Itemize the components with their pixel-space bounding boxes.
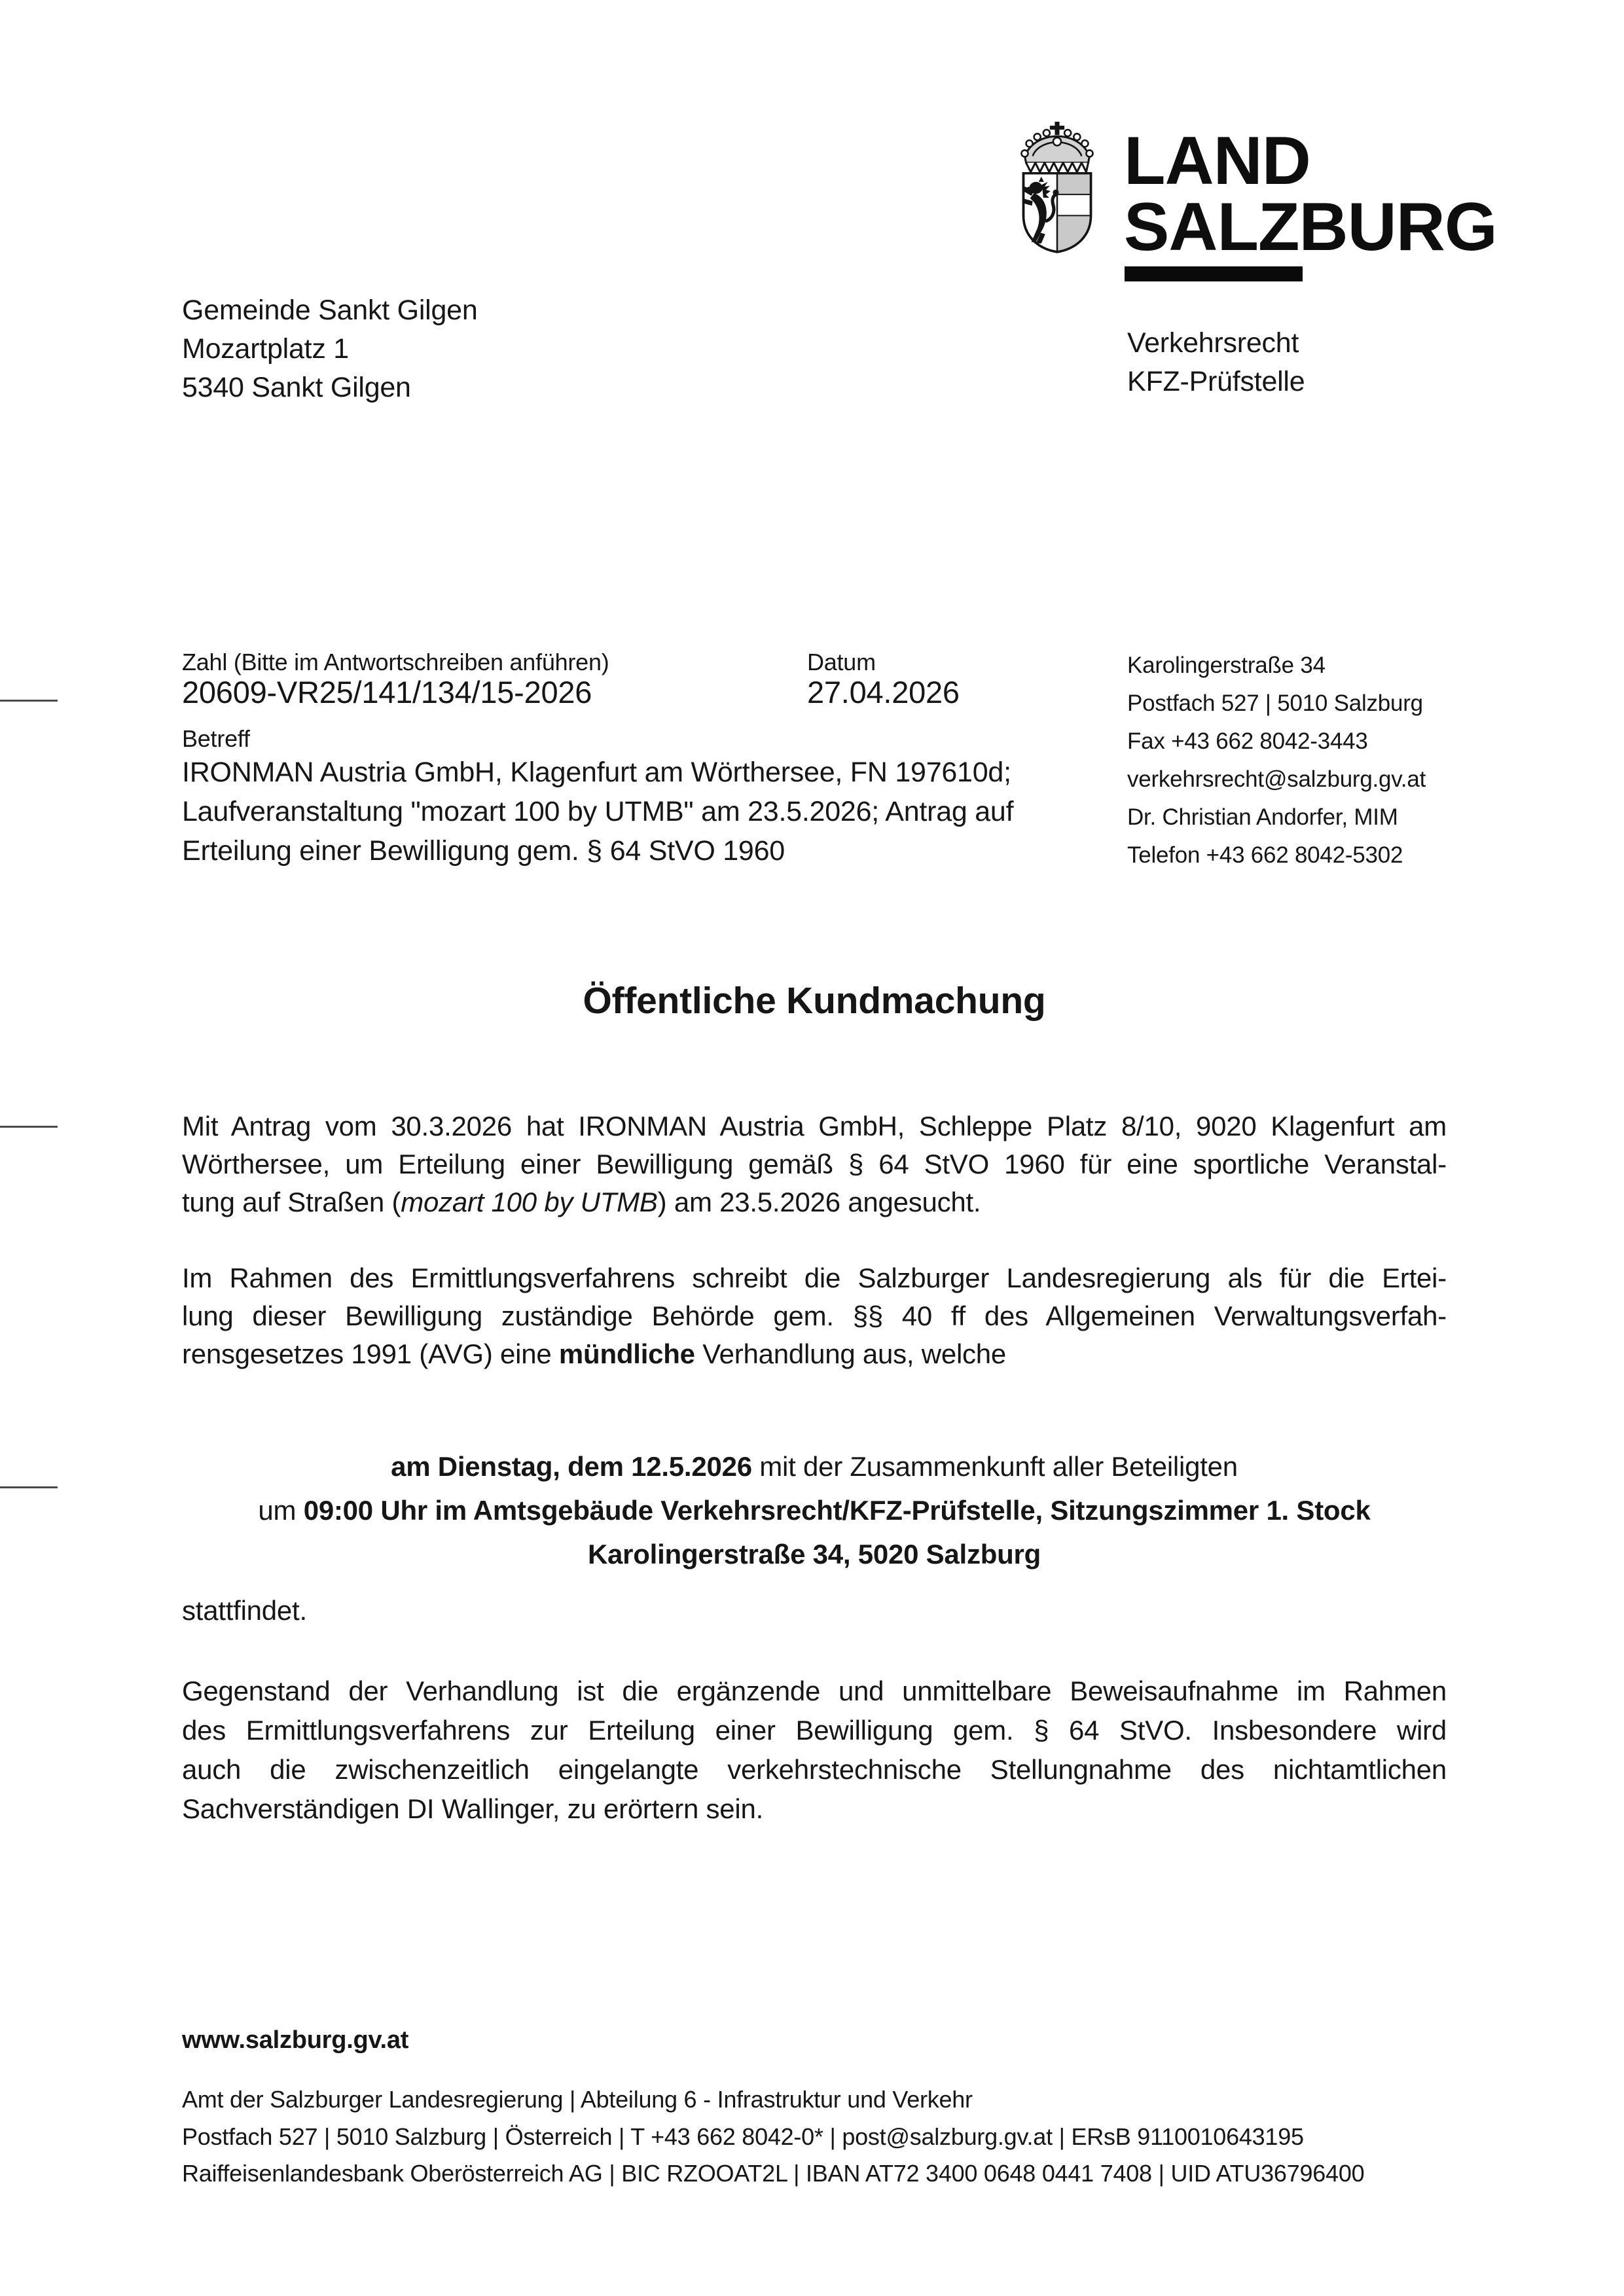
body-line <box>182 1335 1447 1373</box>
logo-wordmark <box>1124 123 1497 265</box>
recipient-line: Mozartplatz 1 <box>182 333 349 365</box>
betreff-line: IRONMAN Austria GmbH, Klagenfurt am Wörthersee, FN 197610d; <box>182 757 1011 788</box>
betreff-line: Erteilung einer Bewilligung gem. § 64 StVO 1960 <box>182 835 785 867</box>
meeting-address-bold: Karolingerstraße 34, 5020 Salzburg <box>587 1539 1041 1570</box>
meeting-address-line <box>182 1532 1447 1576</box>
footer-line-office: Amt der Salzburger Landesregierung | Abteilung 6 - Infrastruktur und Verkehr <box>182 2086 973 2113</box>
department-line: Verkehrsrecht <box>1127 327 1299 359</box>
meeting-details <box>182 1444 1447 1576</box>
meeting-time-bold: 09:00 Uhr im Amtsgebäude Verkehrsrecht/KFZ-Prüfstelle, Sitzungszimmer 1. Stock <box>303 1495 1371 1526</box>
department-line: KFZ-Prüfstelle <box>1127 366 1305 397</box>
body-line: des Ermittlungsverfahrens zur Erteilung einer Bewilligung gem. § 64 StVO. Insbesondere wird <box>182 1715 1447 1746</box>
contact-postbox: Postfach 527 | 5010 Salzburg <box>1127 691 1423 716</box>
department-block <box>1127 324 1305 401</box>
footer-line-bank: Raiffeisenlandesbank Oberösterreich AG | BIC RZOOAT2L | IBAN AT72 3400 0648 0441 7408 | UID ATU36796400 <box>182 2160 1365 2187</box>
body-line: Mit Antrag vom 30.3.2026 hat IRONMAN Austria GmbH, Schleppe Platz 8/10, 9020 Klagenfurt am <box>182 1111 1447 1141</box>
meeting-time-pre: um <box>258 1495 304 1526</box>
betreff-text <box>182 753 1013 870</box>
logo-wordmark-line2: SALZBURG <box>1124 189 1497 265</box>
body-line <box>182 1183 1447 1221</box>
paragraph-2 <box>182 1259 1447 1373</box>
zahl-label: Zahl (Bitte im Antwortschreiben anführen) <box>182 649 609 675</box>
betreff-line: Laufveranstaltung "mozart 100 by UTMB" am 23.5.2026; Antrag auf <box>182 796 1014 827</box>
meeting-date-line <box>182 1444 1447 1488</box>
body-text: tung auf Straßen ( <box>182 1187 401 1217</box>
contact-fax: Fax +43 662 8042-3443 <box>1127 728 1368 754</box>
paragraph-3 <box>182 1672 1447 1829</box>
footer-website: www.salzburg.gv.at <box>182 2026 409 2054</box>
meeting-date-bold: am Dienstag, dem 12.5.2026 <box>391 1451 752 1482</box>
body-line: Wörthersee, um Erteilung einer Bewilligung gemäß § 64 StVO 1960 für eine sportliche Veranstal- <box>182 1149 1447 1179</box>
recipient-address <box>182 291 478 407</box>
body-line: Gegenstand der Verhandlung ist die ergänzende und unmittelbare Beweisaufnahme im Rahmen <box>182 1676 1447 1706</box>
datum-label: Datum <box>807 649 876 675</box>
zahl-value: 20609-VR25/141/134/15-2026 <box>182 675 592 709</box>
emphasis-bold: mündliche <box>558 1338 695 1369</box>
recipient-line: Gemeinde Sankt Gilgen <box>182 295 478 326</box>
datum-value: 27.04.2026 <box>807 675 960 709</box>
event-name-italic: mozart 100 by UTMB <box>401 1187 658 1217</box>
body-text: rensgesetzes 1991 (AVG) eine <box>182 1338 559 1369</box>
body-line: lung dieser Bewilligung zuständige Behörde gem. §§ 40 ff des Allgemeinen Verwaltungsverfah- <box>182 1300 1447 1331</box>
meeting-time-line <box>182 1488 1447 1532</box>
body-line: Sachverständigen DI Wallinger, zu erörtern sein. <box>182 1793 764 1824</box>
contact-email: verkehrsrecht@salzburg.gv.at <box>1127 766 1426 792</box>
body-text: Verhandlung aus, welche <box>695 1338 1007 1369</box>
body-text: ) am 23.5.2026 angesucht. <box>657 1187 981 1217</box>
paragraph-1 <box>182 1107 1447 1221</box>
fold-mark-top <box>0 700 58 702</box>
betreff-label: Betreff <box>182 725 250 752</box>
contact-person: Dr. Christian Andorfer, MIM <box>1127 804 1398 830</box>
body-line: auch die zwischenzeitlich eingelangte verkehrstechnische Stellungnahme des nichtamtlichen <box>182 1754 1447 1785</box>
contact-street: Karolingerstraße 34 <box>1127 653 1326 678</box>
contact-phone: Telefon +43 662 8042-5302 <box>1127 842 1403 868</box>
stattfindet-line: stattfindet. <box>182 1595 307 1626</box>
footer <box>182 2081 1364 2193</box>
punch-hole-mark <box>0 1126 58 1128</box>
footer-line-contact: Postfach 527 | 5010 Salzburg | Österreich | T +43 662 8042-0* | post@salzburg.gv.at | ERsB 9110010643195 <box>182 2123 1304 2150</box>
logo-underline-bar <box>1125 266 1303 281</box>
office-contact-block <box>1127 647 1426 874</box>
page-title: Öffentliche Kundmachung <box>583 980 1046 1022</box>
recipient-line: 5340 Sankt Gilgen <box>182 372 411 403</box>
logo-wordmark-line1: LAND <box>1124 123 1310 199</box>
fold-mark-bottom <box>0 1486 58 1488</box>
salzburg-coat-of-arms-icon <box>1014 122 1100 257</box>
meeting-date-rest: mit der Zusammenkunft aller Beteiligten <box>751 1451 1238 1482</box>
body-line: Im Rahmen des Ermittlungsverfahrens schreibt die Salzburger Landesregierung als für die Ertei- <box>182 1263 1447 1293</box>
